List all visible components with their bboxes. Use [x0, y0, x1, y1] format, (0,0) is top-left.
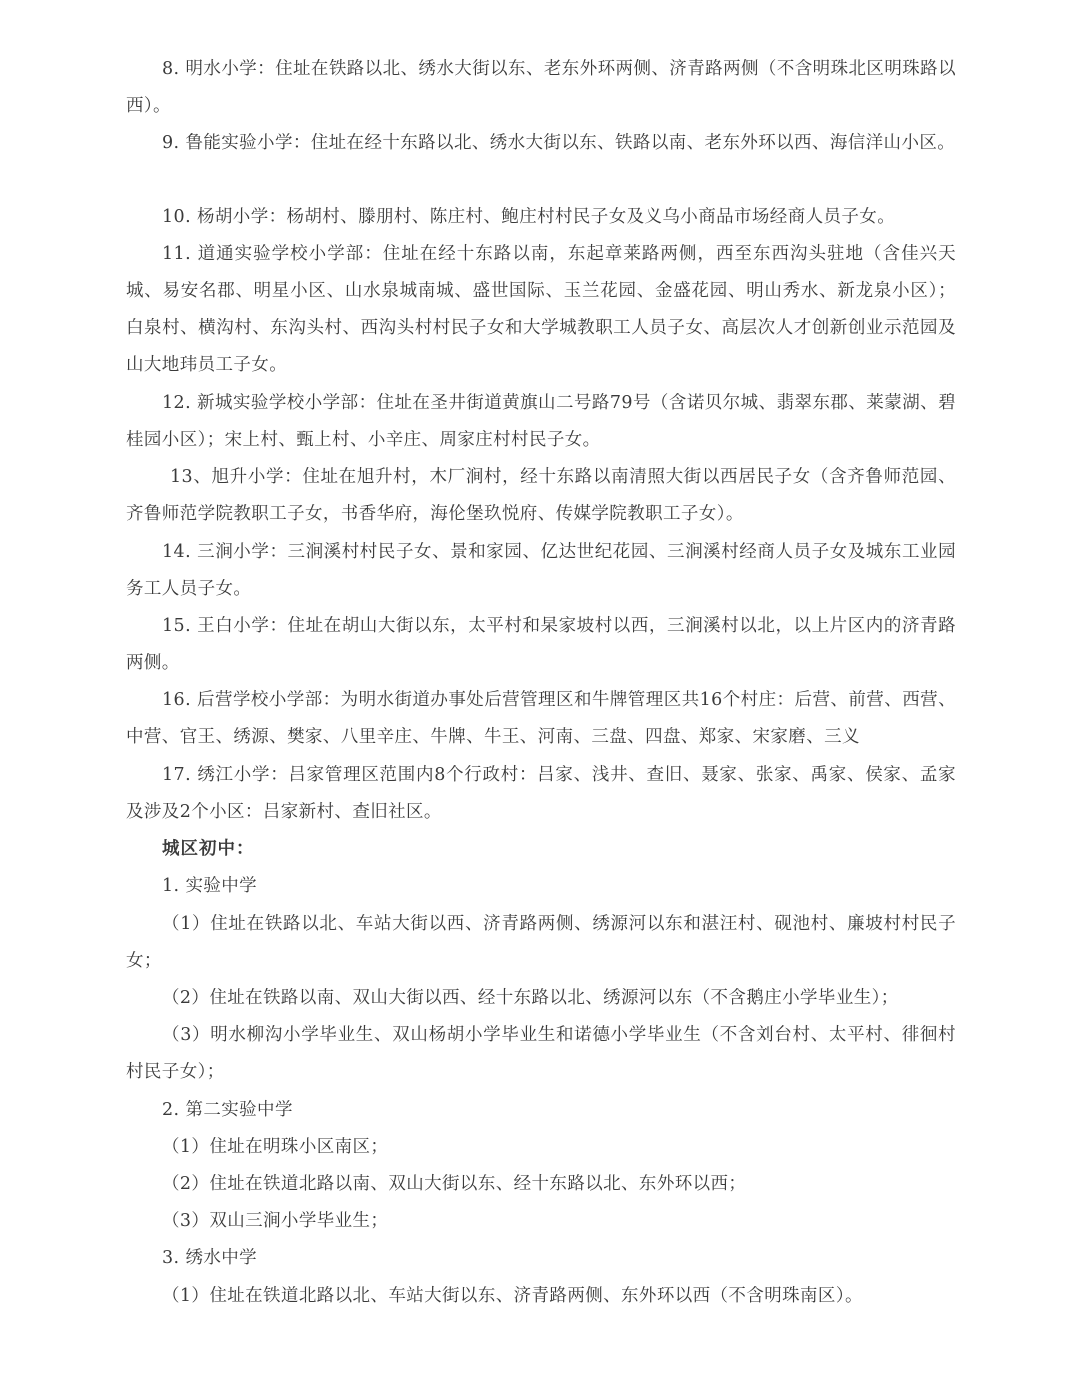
middle-school-1-title: 1. 实验中学	[162, 876, 258, 896]
middle-school-2-item-1: （1）住址在明珠小区南区；	[162, 1137, 389, 1157]
middle-school-2-item-3: （3）双山三涧小学毕业生；	[162, 1211, 389, 1231]
paragraph-school-10: 10. 杨胡小学：杨胡村、滕朋村、陈庄村、鲍庄村村民子女及义乌小商品市场经商人员子女。	[162, 207, 896, 227]
paragraph-school-8: 8. 明水小学：住址在铁路以北、绣水大街以东、老东外环两侧、济青路两侧（不含明珠北区明珠路以西）。	[126, 59, 956, 116]
paragraph-school-16: 16. 后营学校小学部：为明水街道办事处后营管理区和牛牌管理区共16个村庄：后营、前营、西营、中营、官王、绣源、樊家、八里辛庄、牛牌、牛王、河南、三盘、四盘、郑家、宋家磨、三义	[126, 690, 956, 747]
paragraph-school-12: 12. 新城实验学校小学部：住址在圣井街道黄旗山二号路79号（含诺贝尔城、翡翠东郡、莱蒙湖、碧桂园小区）；宋上村、甄上村、小辛庄、周家庄村村民子女。	[126, 393, 956, 450]
section-heading-middle-school: 城区初中：	[162, 839, 255, 859]
middle-school-1-item-1: （1）住址在铁路以北、车站大街以西、济青路两侧、绣源河以东和湛汪村、砚池村、廉坡村村民子女；	[126, 914, 956, 971]
paragraph-school-9: 9. 鲁能实验小学：住址在经十东路以北、绣水大街以东、铁路以南、老东外环以西、海信洋山小区。	[162, 133, 956, 153]
middle-school-3-title: 3. 绣水中学	[162, 1248, 258, 1268]
middle-school-2-title: 2. 第二实验中学	[162, 1100, 293, 1120]
paragraph-school-11: 11. 道通实验学校小学部：住址在经十东路以南，东起章莱路两侧，西至东西沟头驻地（含佳兴天城、易安名郡、明星小区、山水泉城南城、盛世国际、玉兰花园、金盛花园、明山秀水、新龙泉小区）；白泉村、横沟村、东沟头村、西沟头村村民子女和大学城教职工人员子女、高层次人才创新创业示范园及山大地玮员工子女。	[126, 244, 956, 375]
paragraph-school-13: 13、旭升小学：住址在旭升村，木厂涧村，经十东路以南清照大街以西居民子女（含齐鲁师范园、齐鲁师范学院教职工子女，书香华府，海伦堡玖悦府、传媒学院教职工子女）。	[126, 467, 956, 524]
paragraph-school-14: 14. 三涧小学：三涧溪村村民子女、景和家园、亿达世纪花园、三涧溪村经商人员子女及城东工业园务工人员子女。	[126, 542, 956, 599]
middle-school-1-item-2: （2）住址在铁路以南、双山大街以西、经十东路以北、绣源河以东（不含鹅庄小学毕业生）；	[162, 988, 899, 1008]
middle-school-3-item-1: （1）住址在铁道北路以北、车站大街以东、济青路两侧、东外环以西（不含明珠南区）。	[162, 1286, 863, 1306]
middle-school-1-item-3: （3）明水柳沟小学毕业生、双山杨胡小学毕业生和诺德小学毕业生（不含刘台村、太平村、徘徊村村民子女）；	[126, 1025, 956, 1082]
paragraph-school-17: 17. 绣江小学：吕家管理区范围内8个行政村：吕家、浅井、查旧、聂家、张家、禹家、侯家、孟家及涉及2个小区：吕家新村、查旧社区。	[126, 765, 956, 822]
paragraph-school-15: 15. 王白小学：住址在胡山大街以东，太平村和杲家坡村以西，三涧溪村以北，以上片区内的济青路两侧。	[126, 616, 956, 673]
middle-school-2-item-2: （2）住址在铁道北路以南、双山大街以东、经十东路以北、东外环以西；	[162, 1174, 747, 1194]
